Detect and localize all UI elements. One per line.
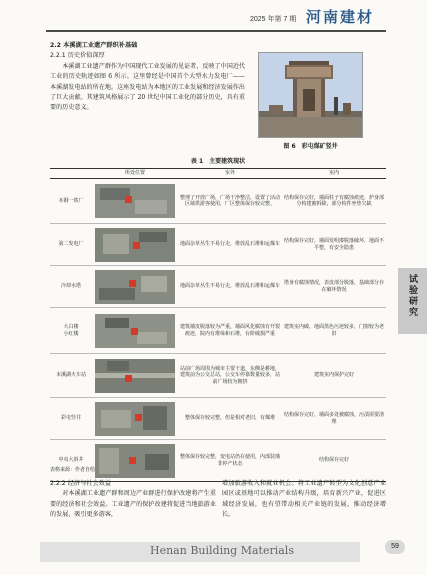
table-source-note: 表格来源：作者自绘 bbox=[50, 467, 96, 473]
indoor-status: 结构保存完好，墙面多处被腐蚀，污渍需要清理 bbox=[282, 398, 386, 440]
table-header-cell: 室外 bbox=[178, 169, 282, 179]
location-map bbox=[92, 179, 178, 224]
building-status-table bbox=[50, 168, 386, 482]
page-number: 59 bbox=[385, 540, 405, 554]
issue-label: 2025 年第 7 期 bbox=[250, 16, 297, 23]
building-name: 中央大斜井 bbox=[50, 440, 92, 482]
table-header-cell: 所处位置 bbox=[92, 169, 178, 179]
economic-paragraph-continued: 增加旅游收入和就业机会。将工业遗产转型为文化创意产业园区或基地可以推动产业结构升级，培育新兴产业，促进区域经济发展，也有望带动相关产业链的发展，推动经济增长。 bbox=[222, 480, 386, 519]
outdoor-status: 地面杂草丛生不易行走，堆放乱石堆和运煤车 bbox=[178, 224, 282, 266]
aerial-map-thumbnail bbox=[95, 314, 175, 348]
outdoor-status: 建筑墙皮脱落较为严重，墙面风化腐蚀有开裂痕迹，院内有堆垛和石堆，台阶破损严重 bbox=[178, 308, 282, 354]
journal-english-name: Henan Building Materials bbox=[150, 544, 294, 557]
aerial-map-thumbnail bbox=[95, 270, 175, 304]
aerial-map-thumbnail bbox=[95, 228, 175, 262]
building-name: 彩屯竖井 bbox=[50, 398, 92, 440]
outdoor-status: 整理了开放广场，广场干净整洁，设置了活动区域供游客使用，厂区整体保存较完整。 bbox=[178, 179, 282, 224]
mine-shaft-photo bbox=[258, 52, 363, 138]
table-row bbox=[50, 224, 386, 266]
indoor-status: 结构保存完好 bbox=[282, 440, 386, 482]
indoor-status: 结构保存完好，墙面柱子有腐蚀痕迹，炉身部分构建被拆除，部分构件坐垫欠缺 bbox=[282, 179, 386, 224]
table-row bbox=[50, 398, 386, 440]
aerial-map-thumbnail bbox=[95, 184, 175, 218]
outdoor-status: 整体保存较完整，但是相对老旧，有煤堆 bbox=[178, 398, 282, 440]
header-rule bbox=[46, 30, 386, 32]
figure-caption: 图 6 彩屯煤矿竖井 bbox=[283, 143, 338, 150]
building-name: 第二发电厂 bbox=[50, 224, 92, 266]
subsection-heading: 2.2.2 经济与社会效益 bbox=[50, 480, 112, 487]
side-tab-label: 试验研究 bbox=[407, 274, 417, 318]
economic-paragraph: 对本溪湖工业遗产群和周边产业群进行保护改建将产生重要的经济和社会效益。工业遗产的保护改建将促进当地旅游业的发展，吸引更多游客， bbox=[50, 490, 216, 519]
table-row bbox=[50, 440, 386, 482]
outdoor-status: 地面杂草丛生不易行走，堆放乱石堆和运煤车 bbox=[178, 266, 282, 308]
table-row bbox=[50, 179, 386, 224]
intro-column bbox=[50, 41, 245, 114]
location-map bbox=[92, 398, 178, 440]
location-map bbox=[92, 440, 178, 482]
section-side-tab bbox=[398, 268, 427, 334]
table-header-cell bbox=[50, 169, 92, 179]
page-header bbox=[0, 0, 427, 38]
table-row bbox=[50, 266, 386, 308]
building-name: 本溪湖火车站 bbox=[50, 354, 92, 398]
aerial-map-thumbnail bbox=[95, 444, 175, 478]
economic-column-continued bbox=[222, 479, 386, 521]
outdoor-status: 站前广场周围为城市主要干道，东侧是耕地，建筑前为公交总站，公交车停靠数量较多，站前广场较为拥挤 bbox=[178, 354, 282, 398]
location-map bbox=[92, 354, 178, 398]
mine-shaft-illustration bbox=[259, 53, 363, 138]
history-paragraph: 本溪湖工业遗产群作为中国现代工业发展的见证者，反映了中国近代工业的历史轨迹如图 6 所示。这里曾经是中国首个大型水力发电厂——本溪湖发电站的所在地。这座发电站为本地区的工业发展和经济发展作出了巨大贡献。其建筑风格展示了 20 世纪中国工业化的部分历史，具有重要的历史意义。 bbox=[50, 62, 245, 112]
indoor-status: 结构保存完好，墙面发明漆脱落破坏，地面不平整，有安全隐患 bbox=[282, 224, 386, 266]
building-name: 冷却水塔 bbox=[50, 266, 92, 308]
table-row bbox=[50, 354, 386, 398]
journal-brand: 河南建材 bbox=[306, 8, 375, 26]
table-header-cell: 室内 bbox=[282, 169, 386, 179]
location-map bbox=[92, 266, 178, 308]
indoor-status: 建筑室内破、地面黑色污迹较多，门窗较为老旧 bbox=[282, 308, 386, 354]
indoor-status: 塔身有腐蚀情况，表皮部分脱落，基础部分存在破坏情况 bbox=[282, 266, 386, 308]
location-map bbox=[92, 308, 178, 354]
building-name: 大白楼 小红楼 bbox=[50, 308, 92, 354]
table-row bbox=[50, 308, 386, 354]
section-heading: 2.2 本溪湖工业遗产群织补基础 bbox=[50, 42, 138, 49]
economic-column bbox=[50, 479, 216, 521]
table-header-row bbox=[50, 169, 386, 179]
indoor-status: 建筑室内保护完好 bbox=[282, 354, 386, 398]
outdoor-status: 整体保存较完整，变电站仍在使用，内部装璜非停产状态 bbox=[178, 440, 282, 482]
page-footer bbox=[0, 540, 427, 575]
location-map bbox=[92, 224, 178, 266]
subsection-heading: 2.2.1 历史价值深厚 bbox=[50, 52, 105, 60]
table-caption: 表 1 主要建筑现状 bbox=[190, 158, 246, 165]
aerial-map-thumbnail bbox=[95, 402, 175, 436]
aerial-map-thumbnail bbox=[95, 359, 175, 393]
building-name: 本钢一铁厂 bbox=[50, 179, 92, 224]
